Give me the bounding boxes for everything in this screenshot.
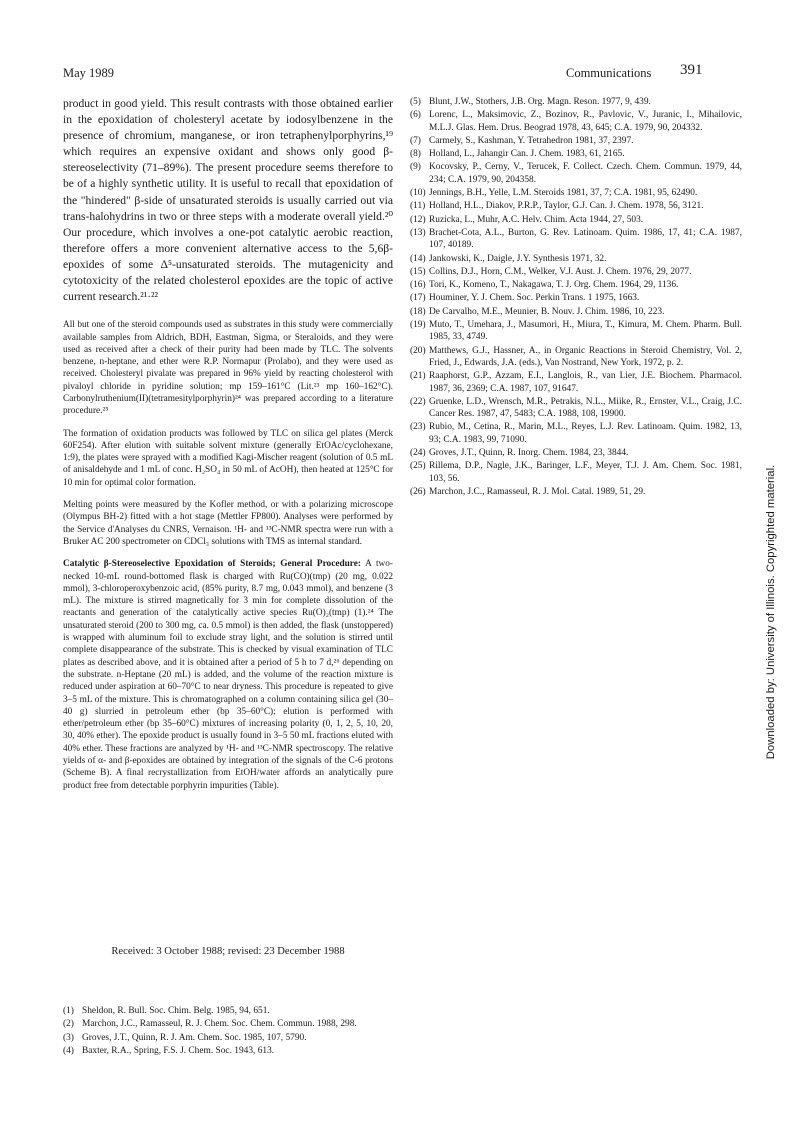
reference-number: (6): [410, 110, 421, 121]
left-column: [63, 96, 393, 792]
reference-item: [410, 447, 742, 459]
page-number: 391: [680, 62, 703, 78]
reference-text: Muto, T., Umehara, J., Masumori, H., Miura, T., Kimura, M. Chem. Pharm. Bull. 1985, 33, 4749.: [429, 320, 742, 343]
reference-item: [410, 306, 742, 318]
general-procedure: [63, 558, 393, 792]
reference-text: Gruenke, L.D., Wrensch, M.R., Petrakis, N.L., Miike, R., Ernster, V.L., Craig, J.C. Cancer Res. 1987, 47, 5483; C.A. 1988, 108, 19900.: [429, 396, 742, 420]
reference-number: (14): [410, 253, 426, 264]
reference-text: Lorenc, L., Maksimovic, Z., Bozinov, R., Pavlovic, V., Juranic, I., Mihailovic, M.L.J. Glas. Hem. Drus. Beograd 1978, 43, 645; C.A. 1979, 90, 204332.: [429, 110, 742, 133]
reference-item: [410, 421, 742, 446]
reference-item: [63, 1005, 393, 1017]
reference-item: [410, 161, 742, 186]
download-watermark: Downloaded by: University of Illinois. Copyrighted material.: [765, 464, 777, 760]
reference-item: [410, 214, 742, 226]
reference-number: (5): [410, 97, 421, 107]
reference-text: Brachet-Cota, A.L., Burton, G. Rev. Latinoam. Quim. 1986, 17, 41; C.A. 1987, 107, 40189.: [429, 227, 742, 251]
reference-number: (26): [410, 486, 426, 497]
reference-number: (25): [410, 461, 426, 472]
discussion-paragraph: product in good yield. This result contrasts with those obtained earlier in the epoxidation of cholesteryl acetate by iodosylbenzene in the presence of chromium, manganese, or iron tetraphenylporphyrins,¹⁹ which requires an expensive oxidant and shows only good β-stereoselectivity (71–89%). The present procedure seems therefore to be of a highly synthetic utility. It is useful to recall that epoxidation of the "hindered" β-side of unsaturated steroids is usually carried out via trans-halohydrins in two or three steps with a moderate overall yield.²⁰ Our procedure, which involves a one-pot catalytic aerobic reaction, therefore offers a more convenient alternative access to the 5,6β-epoxides of some Δ⁵-unsaturated steroids. The mutagenicity and cytotoxicity of the related cholesterol epoxides are the topic of active current research.²¹·²²: [63, 97, 393, 304]
reference-text: Rillema, D.P., Nagle, J.K., Baringer, L.F., Meyer, T.J. J. Am. Chem. Soc. 1981, 103, 56.: [429, 461, 742, 484]
running-header-date: May 1989: [63, 66, 115, 80]
reference-text: Sheldon, R. Bull. Soc. Chim. Belg. 1985, 94, 651.: [82, 1006, 270, 1016]
reference-number: (22): [410, 396, 426, 407]
reference-text: Blunt, J.W., Stothers, J.B. Org. Magn. Reson. 1977, 9, 439.: [429, 97, 651, 107]
reference-item: [410, 370, 742, 395]
reference-item: [410, 187, 742, 199]
reference-item: [410, 227, 742, 252]
reference-number: (13): [410, 227, 426, 238]
reference-text: Marchon, J.C., Ramasseul, R. J. Chem. Soc. Chem. Commun. 1988, 298.: [82, 1019, 357, 1030]
reference-number: (20): [410, 345, 426, 356]
received-date: Received: 3 October 1988; revised: 23 December 1988: [111, 946, 345, 957]
reference-item: [410, 148, 742, 160]
references-list-bottom: [63, 1005, 393, 1058]
reference-number: (17): [410, 293, 426, 304]
reference-item: [410, 200, 742, 212]
reference-item: [410, 292, 742, 304]
reference-number: (16): [410, 280, 426, 291]
reference-text: Groves, J.T., Quinn, R. J. Am. Chem. Soc. 1985, 107, 5790.: [82, 1032, 307, 1043]
experimental-materials: All but one of the steroid compounds used as substrates in this study were commercially available samples from Aldrich, BDH, Eastman, Sigma, or Steraloids, and they were used as received after a check of their purity had been made by TLC. The solvents benzene, n-heptane, and ether were R.P. Normapur (Prolabo), and they were used as received. Cholesteryl pivalate was prepared in 96% yield by reacting cholesterol with pivaloyl chloride in pyridine solution; mp 159–161°C (Lit.²³ mp 160–162°C). Carbonylruthenium(II)(tetramesitylporphyrin)²⁴ was prepared according to a literature procedure.²⁵: [63, 320, 393, 417]
reference-number: (8): [410, 149, 421, 160]
procedure-text: A two-necked 10-mL round-bottomed flask is charged with Ru(CO)(tmp) (20 mg, 0.022 mmol), 3-chloroperoxybenzoic acid, (85% purity, 8.7 mg, 0.043 mmol), and benzene (3 mL). The mixture is stirred magnetically for 3 min for complete dissolution of the reactants and generation of the catalytically active species Ru(O)₂(tmp) (1).²⁴ The unsaturated steroid (200 to 300 mg, ca. 0.5 mmol) is then added, the flask (unstoppered) is wrapped with aluminum foil to exclude stray light, and the solution is stirred until complete disappearance of the substrate. This is checked by visual examination of TLC plates as described above, and it is obtained after a period of 5 h to 7 d,²⁶ depending on the substrate. n-Heptane (20 mL) is added, and the volume of the reaction mixture is reduced under aspiration at 60–70°C to near dryness. This procedure is repeated to give 3–5 mL of the mixture. This is chromatographed on a column containing silica gel (30–40 g) slurried in petroleum ether (bp 35–60°C); elution is performed with ether/petroleum ether (bp 35–60°C) mixtures of increasing polarity (0, 1, 2, 5, 10, 20, 30, 40% ether). The epoxide product is usually found in 3–5 50 mL fractions eluted with 40% ether. These fractions are analyzed by ¹H- and ¹³C-NMR spectroscopy. The relative yields of α- and β-epoxides are obtained by integration of the signals of the C-6 protons (Scheme B). A final recrystallization from EtOH/water affords an analytically pure product free from detectable porphyrin impurities (Table).: [63, 559, 393, 791]
reference-item: [410, 460, 742, 485]
reference-item: [410, 345, 742, 370]
reference-item: [410, 319, 742, 344]
reference-text: Baxter, R.A., Spring, F.S. J. Chem. Soc. 1943, 613.: [82, 1045, 275, 1056]
reference-item: [410, 96, 742, 108]
reference-number: (2): [63, 1019, 74, 1030]
reference-number: (3): [63, 1032, 74, 1043]
reference-text: Houminer, Y. J. Chem. Soc. Perkin Trans. 1 1975, 1663.: [429, 293, 640, 304]
reference-item: [410, 396, 742, 421]
reference-number: (11): [410, 201, 426, 212]
experimental-tlc: The formation of oxidation products was followed by TLC on silica gel plates (Merck 60F254). After elution with suitable solvent mixture (generally EtOAc/cyclohexane, 1:9), the plates were sprayed with a modified Kagi-Mischer reagent (solution of 0.5 mL of anisaldehyde and 1 mL of conc. H₂SO₄ in 50 mL of AcOH), then heated at 125°C for 10 min for optimal color formation.: [63, 428, 393, 488]
reference-number: (24): [410, 448, 426, 459]
reference-text: Holland, H.L., Diakov, P.R.P., Taylor, G.J. Can. J. Chem. 1978, 56, 3121.: [429, 201, 704, 212]
reference-number: (18): [410, 306, 426, 317]
reference-number: (21): [410, 371, 426, 382]
reference-number: (12): [410, 214, 426, 225]
reference-item: [410, 279, 742, 291]
reference-text: Carmely, S., Kashman, Y. Tetrahedron 1981, 37, 2397.: [429, 135, 634, 146]
reference-item: [63, 1045, 393, 1057]
procedure-title: Catalytic β-Stereoselective Epoxidation of Steroids; General Procedure:: [63, 559, 361, 570]
reference-text: Groves, J.T., Quinn, R. Inorg. Chem. 1984, 23, 3844.: [429, 448, 629, 459]
reference-item: [410, 135, 742, 147]
reference-number: (15): [410, 266, 426, 277]
reference-item: [410, 109, 742, 134]
reference-text: Collins, D.J., Horn, C.M., Welker, V.J. Aust. J. Chem. 1976, 29, 2077.: [429, 266, 692, 277]
reference-item: [63, 1018, 393, 1030]
experimental-analysis: Melting points were measured by the Kofler method, or with a polarizing microscope (Olympus BH-2) fitted with a hot stage (Mettler FP800). Analyses were performed by the Service d'Analyses du CNRS, Vernaison. ¹H- and ¹³C-NMR spectra were run with a Bruker AC 200 spectrometer on CDCl₃ solutions with TMS as internal standard.: [63, 500, 393, 547]
reference-item: [410, 253, 742, 265]
reference-text: Ruzicka, L., Muhr, A.C. Helv. Chim. Acta 1944, 27, 503.: [429, 214, 644, 225]
reference-number: (1): [63, 1006, 74, 1016]
reference-item: [410, 266, 742, 278]
reference-text: Raaphorst, G.P., Azzam, E.I., Langlois, R., van Lier, J.E. Biochem. Pharmacol. 1987, 36, 2369; C.A. 1987, 107, 91647.: [429, 371, 742, 394]
reference-number: (4): [63, 1045, 74, 1056]
reference-text: Matthews, G.J., Hassner, A., in Organic Reactions in Steroid Chemistry, Vol. 2, Fried, J., Edwards, J.A. (eds.), Van Nostrand, New York, 1972, p. 2.: [429, 345, 742, 368]
reference-number: (19): [410, 320, 426, 331]
reference-number: (23): [410, 422, 426, 433]
references-list-right: [410, 96, 742, 499]
reference-number: (10): [410, 188, 426, 199]
reference-number: (9): [410, 162, 421, 173]
reference-text: Marchon, J.C., Ramasseul, R. J. Mol. Catal. 1989, 51, 29.: [429, 486, 646, 497]
reference-text: De Carvalho, M.E., Meunier, B. Nouv. J. Chim. 1986, 10, 223.: [429, 306, 665, 317]
reference-number: (7): [410, 135, 421, 146]
reference-text: Jennings, B.H., Yelle, L.M. Steroids 1981, 37, 7; C.A. 1981, 95, 62490.: [429, 188, 698, 199]
reference-item: [410, 486, 742, 498]
reference-text: Holland, L., Jahangir Can. J. Chem. 1983, 61, 2165.: [429, 149, 625, 160]
reference-text: Jankowski, K., Daigle, J.Y. Synthesis 1971, 32.: [429, 253, 607, 264]
reference-text: Kocovsky, P., Cerny, V., Terucek, F. Collect. Czech. Chem. Commun. 1979, 44, 234; C.A. 1979, 90, 204358.: [429, 162, 742, 185]
reference-item: [63, 1032, 393, 1044]
reference-text: Tori, K., Komeno, T., Nakagawa, T. J. Org. Chem. 1964, 29, 1136.: [429, 280, 679, 291]
running-header-section: Communications: [566, 66, 652, 80]
reference-text: Rubio, M., Cetina, R., Marin, M.L., Reyes, L.J. Rev. Latinoam. Quim. 1982, 13, 93; C.A. 1983, 99, 71090.: [429, 422, 742, 445]
